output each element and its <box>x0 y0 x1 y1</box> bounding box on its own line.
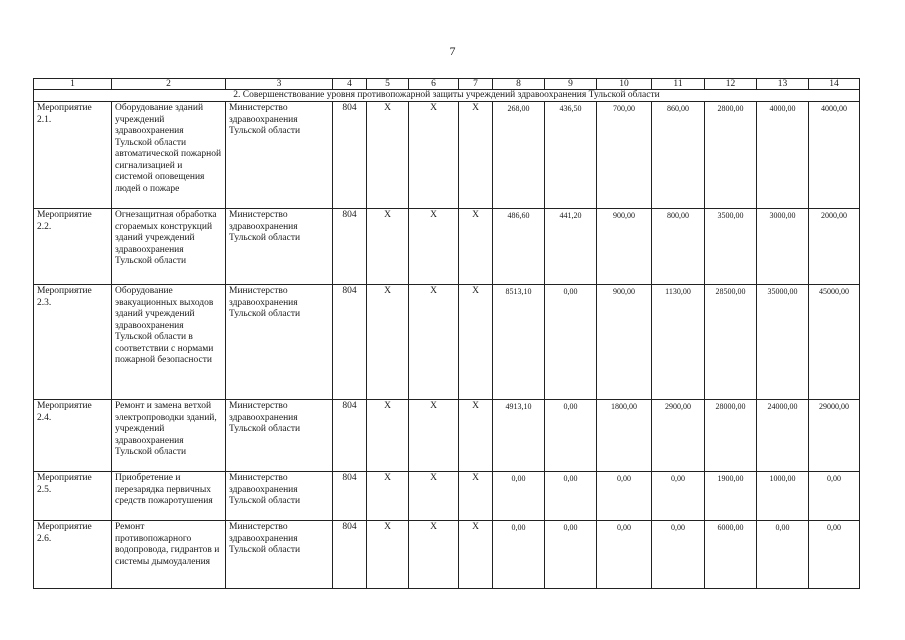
code-cell: 804 <box>333 472 367 521</box>
value-cell: 45000,00 <box>809 285 860 400</box>
executor-cell: Министерство здравоохранения Тульской области <box>226 400 333 472</box>
column-number: 4 <box>333 79 367 90</box>
x-cell: X <box>367 521 409 589</box>
value-cell: 29000,00 <box>809 400 860 472</box>
value-cell: 486,60 <box>493 209 545 285</box>
value-cell: 3500,00 <box>705 209 757 285</box>
x-cell: X <box>409 102 459 209</box>
value-cell: 2000,00 <box>809 209 860 285</box>
x-cell: X <box>409 472 459 521</box>
value-cell: 8513,10 <box>493 285 545 400</box>
x-cell: X <box>459 400 493 472</box>
x-cell: X <box>459 472 493 521</box>
value-cell: 0,00 <box>652 521 705 589</box>
value-cell: 268,00 <box>493 102 545 209</box>
value-cell: 441,20 <box>545 209 597 285</box>
column-number: 3 <box>226 79 333 90</box>
description-cell: Приобретение и перезарядка первичных средств пожаротушения <box>112 472 226 521</box>
description-cell: Оборудование эвакуационных выходов зданий учреждений здравоохранения Тульской области в соответствии с нормами пожарной безопасности <box>112 285 226 400</box>
value-cell: 28000,00 <box>705 400 757 472</box>
value-cell: 3000,00 <box>757 209 809 285</box>
table-row <box>34 285 860 400</box>
column-number: 14 <box>809 79 860 90</box>
column-number: 10 <box>597 79 652 90</box>
value-cell: 700,00 <box>597 102 652 209</box>
value-cell: 4913,10 <box>493 400 545 472</box>
value-cell: 900,00 <box>597 285 652 400</box>
x-cell: X <box>367 400 409 472</box>
value-cell: 1900,00 <box>705 472 757 521</box>
value-cell: 0,00 <box>809 472 860 521</box>
section-row <box>34 90 860 102</box>
executor-cell: Министерство здравоохранения Тульской области <box>226 209 333 285</box>
column-number: 8 <box>493 79 545 90</box>
x-cell: X <box>367 285 409 400</box>
code-cell: 804 <box>333 209 367 285</box>
value-cell: 0,00 <box>545 521 597 589</box>
value-cell: 436,50 <box>545 102 597 209</box>
x-cell: X <box>459 521 493 589</box>
description-cell: Огнезащитная обработка сгораемых конструкций зданий учреждений здравоохранения Тульской области <box>112 209 226 285</box>
value-cell: 35000,00 <box>757 285 809 400</box>
table-row <box>34 521 860 589</box>
column-number: 9 <box>545 79 597 90</box>
column-number: 12 <box>705 79 757 90</box>
value-cell: 4000,00 <box>757 102 809 209</box>
executor-cell: Министерство здравоохранения Тульской области <box>226 521 333 589</box>
value-cell: 0,00 <box>597 521 652 589</box>
measure-cell: Мероприятие 2.3. <box>34 285 112 400</box>
value-cell: 0,00 <box>757 521 809 589</box>
value-cell: 0,00 <box>597 472 652 521</box>
value-cell: 1130,00 <box>652 285 705 400</box>
x-cell: X <box>367 102 409 209</box>
column-number-row <box>34 79 860 90</box>
column-number: 1 <box>34 79 112 90</box>
value-cell: 860,00 <box>652 102 705 209</box>
description-cell: Ремонт противопожарного водопровода, гидрантов и системы дымоудаления <box>112 521 226 589</box>
value-cell: 0,00 <box>545 400 597 472</box>
column-number: 2 <box>112 79 226 90</box>
executor-cell: Министерство здравоохранения Тульской области <box>226 472 333 521</box>
value-cell: 0,00 <box>545 285 597 400</box>
x-cell: X <box>409 285 459 400</box>
table-row <box>34 472 860 521</box>
value-cell: 0,00 <box>545 472 597 521</box>
value-cell: 1000,00 <box>757 472 809 521</box>
value-cell: 0,00 <box>652 472 705 521</box>
value-cell: 24000,00 <box>757 400 809 472</box>
measure-cell: Мероприятие 2.4. <box>34 400 112 472</box>
value-cell: 800,00 <box>652 209 705 285</box>
page-number: 7 <box>449 44 456 58</box>
value-cell: 28500,00 <box>705 285 757 400</box>
table-row <box>34 400 860 472</box>
value-cell: 2800,00 <box>705 102 757 209</box>
executor-cell: Министерство здравоохранения Тульской области <box>226 285 333 400</box>
description-cell: Ремонт и замена ветхой электропроводки зданий, учреждений здравоохранения Тульской области <box>112 400 226 472</box>
value-cell: 2900,00 <box>652 400 705 472</box>
description-cell: Оборудование зданий учреждений здравоохранения Тульской области автоматической пожарной сигнализацией и системой оповещения людей о пожаре <box>112 102 226 209</box>
x-cell: X <box>367 472 409 521</box>
measure-cell: Мероприятие 2.1. <box>34 102 112 209</box>
x-cell: X <box>367 209 409 285</box>
value-cell: 6000,00 <box>705 521 757 589</box>
x-cell: X <box>459 102 493 209</box>
value-cell: 0,00 <box>809 521 860 589</box>
x-cell: X <box>409 400 459 472</box>
x-cell: X <box>459 209 493 285</box>
executor-cell: Министерство здравоохранения Тульской области <box>226 102 333 209</box>
measure-cell: Мероприятие 2.2. <box>34 209 112 285</box>
table-row <box>34 209 860 285</box>
table-row <box>34 102 860 209</box>
code-cell: 804 <box>333 285 367 400</box>
value-cell: 1800,00 <box>597 400 652 472</box>
program-table <box>33 78 860 589</box>
code-cell: 804 <box>333 102 367 209</box>
column-number: 5 <box>367 79 409 90</box>
column-number: 11 <box>652 79 705 90</box>
measure-cell: Мероприятие 2.5. <box>34 472 112 521</box>
column-number: 13 <box>757 79 809 90</box>
x-cell: X <box>409 521 459 589</box>
code-cell: 804 <box>333 521 367 589</box>
code-cell: 804 <box>333 400 367 472</box>
column-number: 7 <box>459 79 493 90</box>
column-number: 6 <box>409 79 459 90</box>
section-title: 2. Совершенствование уровня противопожарной защиты учреждений здравоохранения Тульской области <box>34 90 860 102</box>
x-cell: X <box>409 209 459 285</box>
value-cell: 0,00 <box>493 472 545 521</box>
value-cell: 0,00 <box>493 521 545 589</box>
value-cell: 4000,00 <box>809 102 860 209</box>
x-cell: X <box>459 285 493 400</box>
value-cell: 900,00 <box>597 209 652 285</box>
measure-cell: Мероприятие 2.6. <box>34 521 112 589</box>
